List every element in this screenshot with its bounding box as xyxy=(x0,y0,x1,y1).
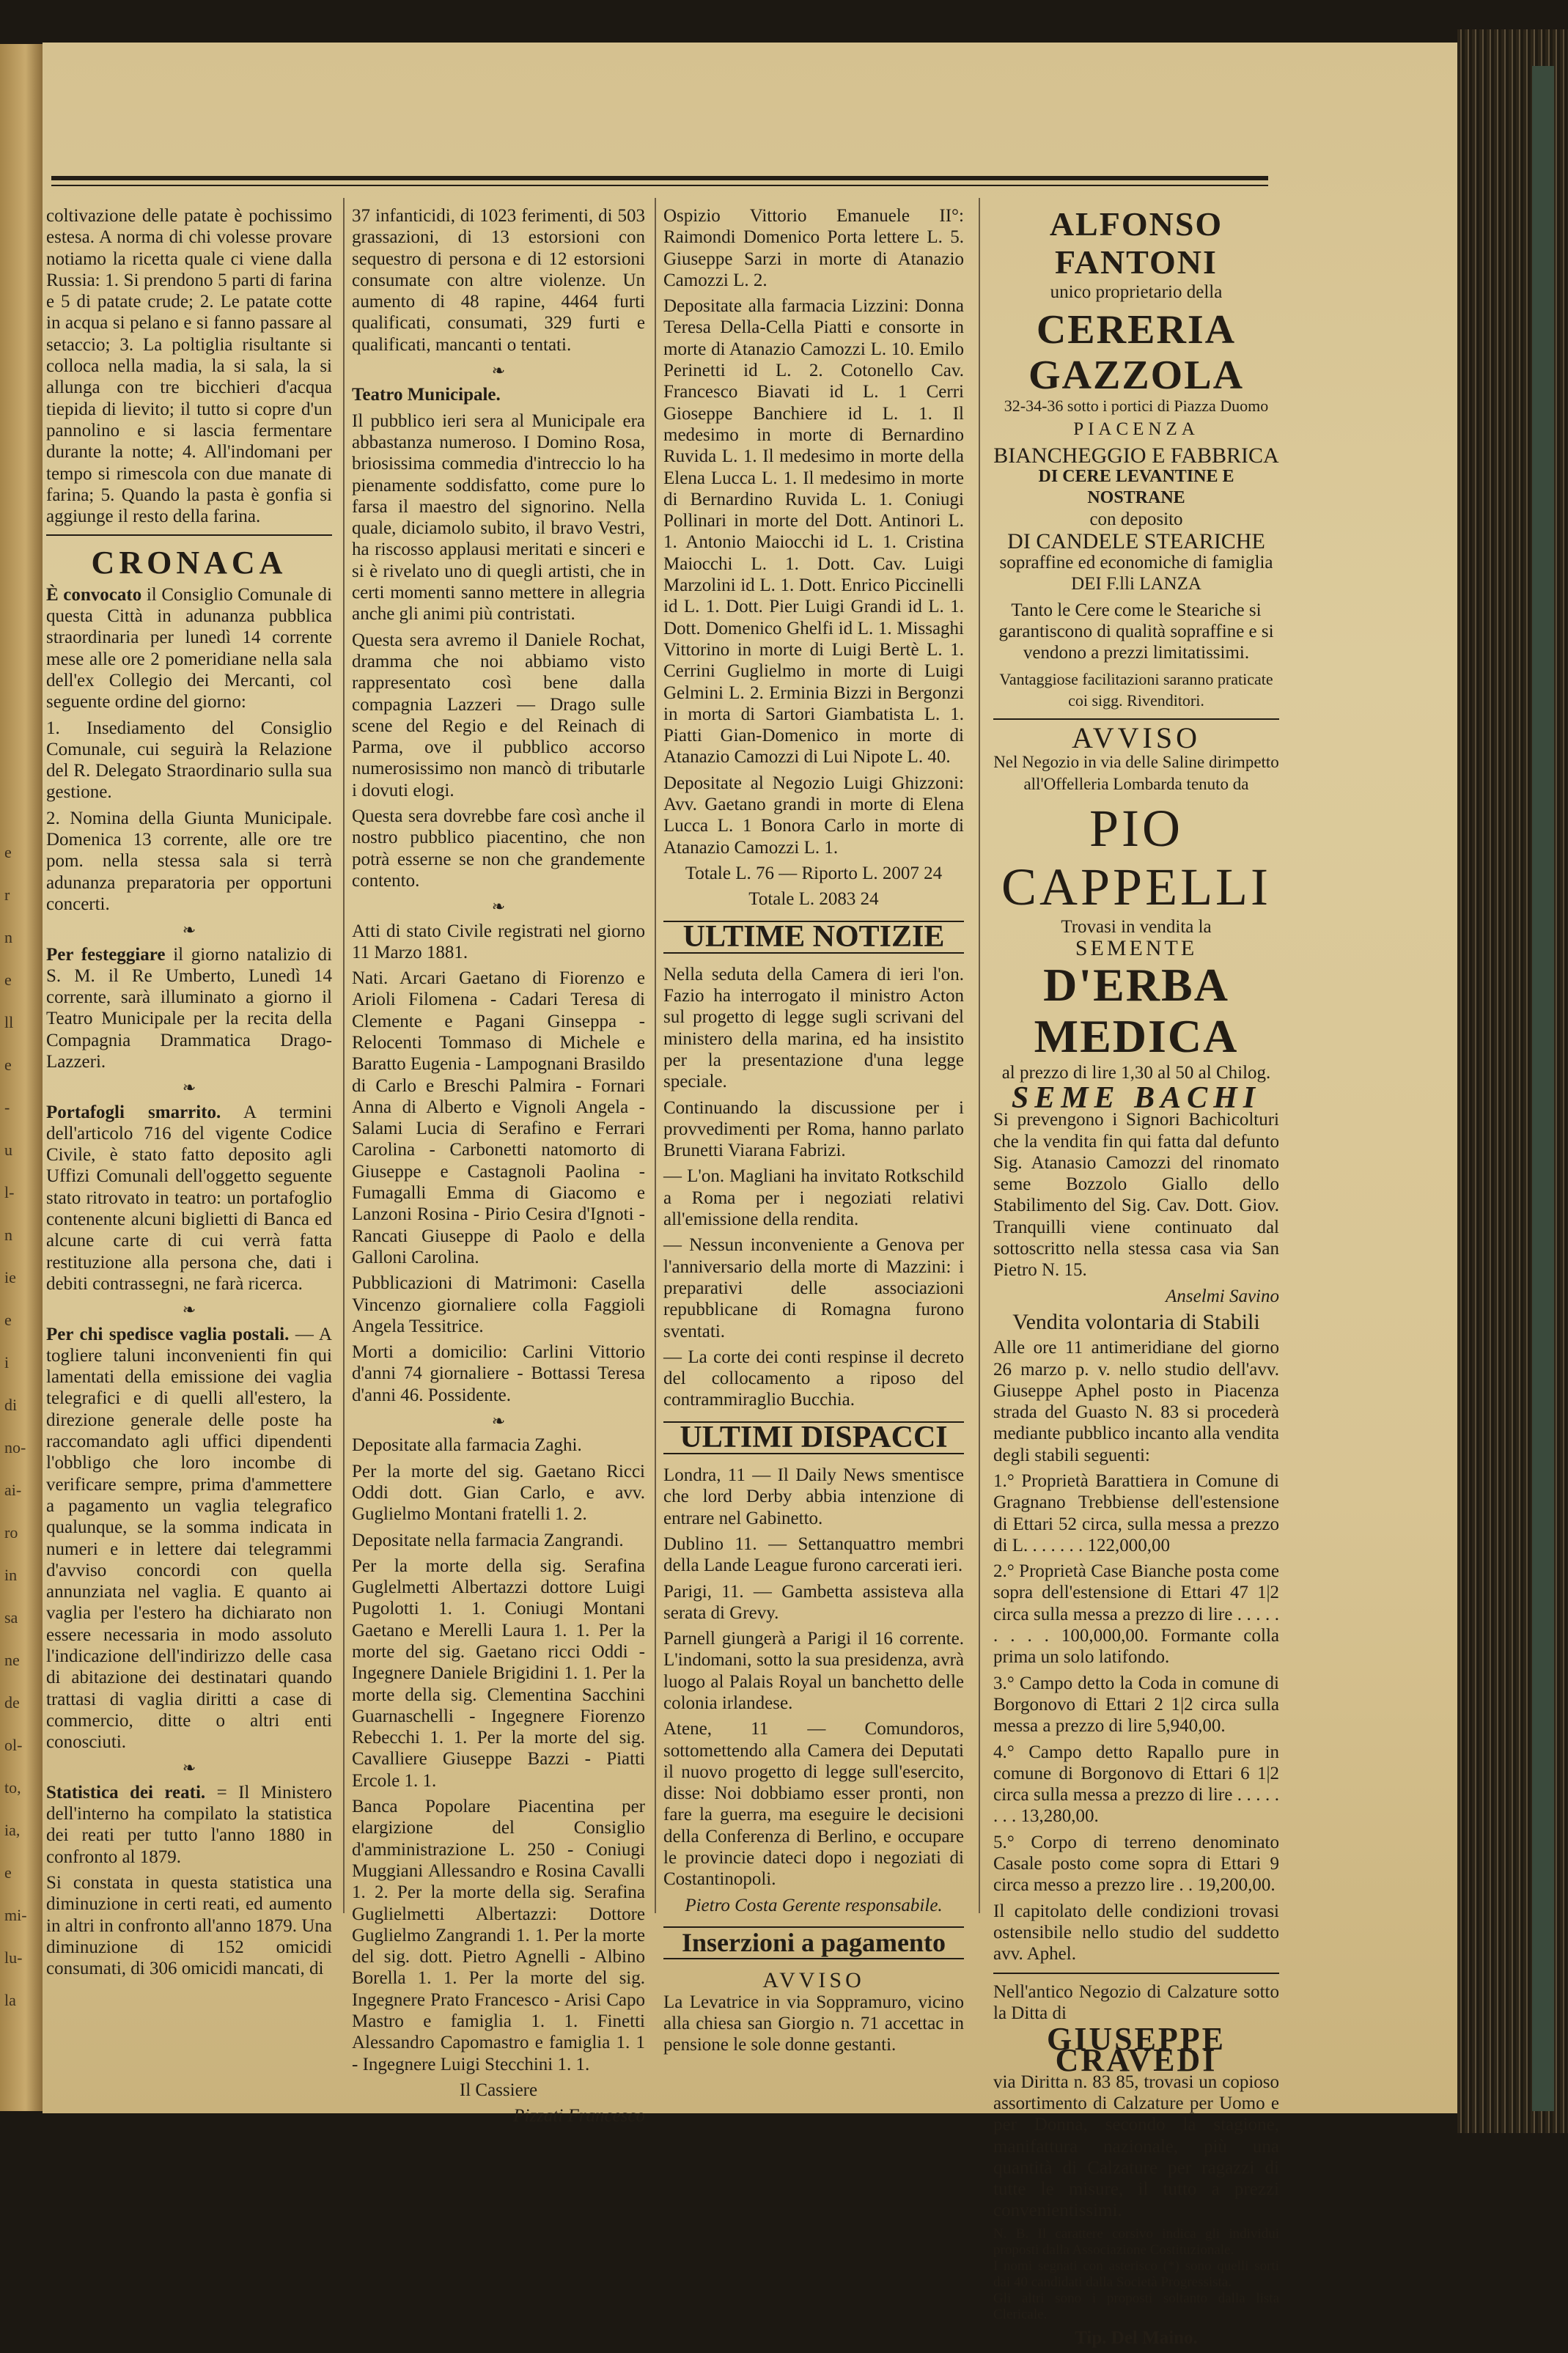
left-page-fragment: n xyxy=(4,928,12,946)
separator xyxy=(46,534,332,536)
left-page-fragment: e xyxy=(4,971,12,989)
vendita-heading: Vendita volontaria di Stabili xyxy=(1012,1309,1260,1334)
gerente-line: Pietro Costa Gerente responsabile. xyxy=(685,1895,943,1915)
convocato-text: il Consiglio Comunale di questa Città in adunanza pubblica straordinaria per lunedì 14 corrente mese alle ore 2 pomeridiane nella sala dell'ex Collegio dei Mercanti, col seguente ordine del giorno: xyxy=(46,584,332,712)
feste-text: il giorno natalizio di S. M. il Re Umberto, Lunedì 14 corrente, sarà illuminato a giorno il Teatro Municipale per la recita della Compagnia Drammatica Drago-Lazzeri. xyxy=(46,944,332,1072)
sopraffine-line: sopraffine ed economiche di famiglia xyxy=(999,553,1273,573)
nati-text: Nati. Arcari Gaetano di Fiorenzo e Arioli Filomena - Cadari Teresa di Clemente e Pagani Ginseppa - Relocenti Tommaso di Michele e Baratto Eugenia - Lampognani Brasildo di Carlo e Breschi Palmira - Fornari Anna di Alberto e Vignoli Angela - Salami Lucia di Serafino e Ferrari Carolina - Carbonetti natomorto di Giuseppe e Castagnoli Paolina - Fumagalli Emma di Giacomo e Lanzoni Rosina - Pirio Cesira d'Ignoti - Rancati Giuseppe di Paolo e della Galloni Carolina. xyxy=(352,968,645,1267)
left-page-fragment: u xyxy=(4,1141,12,1159)
teatro-text-3: Questa sera dovrebbe fare così anche il nostro pubblico piacentino, che non potrà esserne se non che grandemente contento. xyxy=(352,806,645,891)
ornament-icon: ❧ xyxy=(182,1078,196,1097)
column-divider xyxy=(343,198,345,1913)
column-divider xyxy=(655,198,656,1913)
deposito-line: con deposito xyxy=(1089,509,1183,530)
portafogli-text: A termini dell'articolo 716 del vigente Codice Civile, è stato fatto deposito agli Uffizi Comunali dell'oggetto seguente stato ritrovato in teatro: un portafoglio contenente alcuni biglietti di Banca ed alcune carte di cui verrà fatta restituzione alla persona che, dati i debiti contrassegni, ne farà ricerca. xyxy=(46,1102,332,1294)
left-page-fragment: e xyxy=(4,1311,12,1329)
lizzini-text: Depositate alla farmacia Lizzini: Donna Teresa Della-Cella Piatti e consorte in morte di Atanazio Camozzi L. 10. Emilo Perinetti id L. 2. Cotonello Cav. Francesco Biavati id L. 1 Cerri Gioseppe Banchiere id L. 1. Il medesimo in morte di Bernardino Ruvida L. 1. Il medesimo in morte della Elena Lucca L. 1. Il medesimo in morte di Bernardino Ruvida L. 1. Coniugi Pollinari in morte del Dott. Antinori L. 1. Antonio Maiocchi id L. 1. Cristina Maiocchi L. 1. Dott. Cav. Luigi Marzolini id L. 1. Dott. Enrico Piccinelli id L. 1. Dott. Pier Luigi Grandi id L. 1. Dott. Domenico Ghelfi id L. 1. Missaghi Vittorino in morte di Luigi Bertè L. 1. Cerrini Guglielmo in morte di Luigi Gelmini L. 2. Erminia Bizzi in Bergonzi in morta di Sartori Giambatista L. 1. Piatti Gian-Domenico in morte di Atanazio Camozzi di Lui Nipote L. 40. xyxy=(663,296,964,767)
nb-line-2: I nomi segnati con asterisco (*) sono quelli sorti dai 40 candidati dalla Società Progressista. xyxy=(993,2258,1279,2290)
teatro-header: Teatro Municipale. xyxy=(352,385,501,405)
ghizzoni-text: Depositate al Negozio Luigi Ghizzoni: Avv. Gaetano grandi in morte di Elena Lucca L. 1 Bonora Carlo in morte di Atanazio Camozzi L. 1. xyxy=(663,773,964,858)
vendita-item: 1.° Proprietà Barattiera in Comune di Gragnano Trebbiense dell'estensione di Ettari 52 circa, sulla messa a prezzo di L. . . . . . . 122,000,00 xyxy=(993,1470,1279,1555)
vendita-text: Alle ore 11 antimeridiane del giorno 26 marzo p. v. nello studio dell'avv. Giuseppe Aphel posto in Piacenza strada del Guasto N. 83 si procederà mediante pubblico incanto alla vendita degli stabili seguenti: xyxy=(993,1338,1279,1465)
convocato-item-1: 1. Insediamento del Consiglio Comunale, cui seguirà la Relazione del R. Delegato Straordinario sulla sua gestione. xyxy=(46,718,332,803)
ultime-notizie-heading: ULTIME NOTIZIE xyxy=(663,921,964,954)
top-rule-thin xyxy=(51,185,1268,186)
column-divider xyxy=(979,198,980,1913)
ultime-item: — Nessun inconveniente a Genova per l'anniversario della morte di Mazzini: i preparativi delle associazioni repubblicane di Romagna furono sventati. xyxy=(663,1235,964,1341)
avviso-heading: AVVISO xyxy=(762,1968,865,1993)
convocato-header: È convocato xyxy=(46,584,142,605)
cassiere-label: Il Cassiere xyxy=(459,2080,538,2100)
vendita-item: 2.° Proprietà Case Bianche posta come sopra dell'estensione di Ettari 47 1|2 circa sulla messa a prezzo di lire . . . . . . . . . 100,000,00. Formante colla prima un solo latifondo. xyxy=(993,1561,1279,1668)
zaghi-header: Depositate alla farmacia Zaghi. xyxy=(352,1435,582,1456)
column-4 xyxy=(993,205,1279,2353)
left-page-fragment: lu- xyxy=(4,1948,23,1967)
dispaccio-item: Dublino 11. — Settanquattro membri della Lande League furono carcerati ieri. xyxy=(663,1533,964,1576)
dispaccio-item: Atene, 11 — Comundoros, sottomettendo alla Camera dei Deputati il nuovo progetto di legge sull'esercito, disse: Noi dobbiamo esser pronti, non fare la guerra, ma eseguire le decisioni della Conferenza di Berlino, e occupare le provincie dateci dopo i negoziati di Costantinopoli. xyxy=(663,1719,964,1890)
top-rule xyxy=(51,176,1268,180)
left-page-fragment: ia, xyxy=(4,1821,21,1839)
ornament-icon: ❧ xyxy=(491,1412,506,1431)
zangrandi-text: Per la morte della sig. Serafina Guglelmetti Albertazzi dottore Luigi Pugolotti 1. 1. Coniugi Montani Gaetano e Merelli Laura 1. 1. Per la morte del sig. Gaetano ricci Oddi - Ingegnere Daniele Brigidini 1. 1. Per la morte della sig. Clementina Sacchini Guarnaschelli - Ingegnere Fiorenzo Rebecchi 1. 1. Per la morte del sig. Cavalliere Giuseppe Bazzi - Piatti Ercole 1. 1. xyxy=(352,1555,645,1791)
left-page-edge xyxy=(0,44,43,2111)
bianch-line: BIANCHEGGIO E FABBRICA xyxy=(993,443,1279,468)
left-page-fragment: di xyxy=(4,1396,18,1414)
feste-header: Per festeggiare xyxy=(46,944,166,965)
left-page-fragment: la xyxy=(4,1991,16,2009)
ultime-item: — La corte dei conti respinse il decreto del collocamento a riposo del contrammiraglio Bucchia. xyxy=(663,1347,964,1410)
erba-heading: D'ERBA MEDICA xyxy=(1034,958,1239,1062)
vendita-item: 4.° Campo detto Rapallo pure in comune di Borgonovo di Ettari 6 1|2 circa sulla messa a prezzo di lire . . . . . . . . 13,280,00. xyxy=(993,1742,1279,1827)
separator xyxy=(993,718,1279,720)
column-2 xyxy=(352,205,645,2132)
feste-article xyxy=(46,944,332,1073)
zangrandi-header: Depositate nella farmacia Zangrandi. xyxy=(352,1530,624,1550)
proprietario-line: unico proprietario della xyxy=(1050,282,1223,302)
ornament-icon: ❧ xyxy=(182,1759,196,1778)
zaghi-text: Per la morte del sig. Gaetano Ricci Oddi dott. Gian Carlo, e avv. Guglielmo Montani fratelli 1. 2. xyxy=(352,1461,645,1525)
portafogli-article xyxy=(46,1102,332,1295)
left-page-fragment: l- xyxy=(4,1183,15,1201)
column-1 xyxy=(46,205,332,1984)
tanto-text: Tanto le Cere come le Steariche si garantiscono di qualità sopraffine e si vendono a prezzi limitatissimi. xyxy=(998,600,1274,663)
vaglia-article xyxy=(46,1324,332,1753)
atti-header: Atti di stato Civile registrati nel giorno 11 Marzo 1881. xyxy=(352,921,645,962)
left-page-fragment: r xyxy=(4,885,10,904)
cere-line: DI CERE LEVANTINE E NOSTRANE xyxy=(1038,466,1234,508)
ultime-item: Nella seduta della Camera di ieri l'on. Fazio ha interrogato il ministro Acton sul progetto di legge sugli scrivani del ministero della marina, ed ha insistito per la presentazione d'una legge speciale. xyxy=(663,964,964,1092)
teatro-text: Il pubblico ieri sera al Municipale era abbastanza numeroso. I Domino Rosa, briosissima commedia d'intreccio lo ha pienamente soddisfatto, come pure lo farsa il maestro del signorino. Nella quale, diciamolo subito, il bravo Vestri, ha riscosso applausi meritati e sinceri e si è rivelato uno di quegli artisti, che in certi momenti sanno mettere in allegria anche gli animi più contristati. xyxy=(352,410,645,625)
avviso-heading: AVVISO xyxy=(1072,721,1201,755)
lanza-line: DEI F.lli LANZA xyxy=(1071,574,1201,594)
vantaggiose-text: Vantaggiose facilitazioni saranno praticate coi sigg. Rivenditori. xyxy=(999,669,1273,710)
levatrice-text: La Levatrice in via Soppramuro, vicino alla chiesa san Giorgio n. 71 accettac in pensione le sole donne gestanti. xyxy=(663,1992,964,2055)
statistica-text: = Il Ministero dell'interno ha compilato la statistica dei reati per tutto l'anno 1880 in confronto al 1879. xyxy=(46,1782,332,1867)
left-page-fragment: e xyxy=(4,1863,12,1882)
left-page-fragment: ro xyxy=(4,1523,18,1542)
left-page-fragment: ll xyxy=(4,1013,14,1031)
ospizio-text: Ospizio Vittorio Emanuele II°: Raimondi Domenico Porta lettere L. 5. Giuseppe Sarzi in morte di Atanazio Camozzi L. 2. xyxy=(663,206,964,290)
nb-line-1: N. B. Il carattere corsivo indica gli individui proposti dalla Associazione Costituzionale. xyxy=(993,2225,1279,2258)
ultime-item: Continuando la discussione per i provvedimenti per Roma, hanno parlato Brunetti Viarana Fabrizi. xyxy=(663,1097,964,1161)
left-page-fragment: sa xyxy=(4,1608,18,1627)
statistica-continued: 37 infanticidi, di 1023 ferimenti, di 503 grassazioni, di 13 estorsioni con sequestro di persona e di 12 estorsioni consumate con altre violenze. Un aumento di 48 rapine, 4464 furti qualificati, consumati, 329 furti e qualificati, mancanti o tentati. xyxy=(352,206,645,355)
ornament-icon: ❧ xyxy=(182,921,196,940)
pubblicazioni-text: Pubblicazioni di Matrimoni: Casella Vincenzo giornaliere colla Faggioli Angela Tessitrice. xyxy=(352,1273,645,1336)
dispaccio-item: Parigi, 11. — Gambetta assisteva alla serata di Grevy. xyxy=(663,1581,964,1623)
left-page-fragment: ie xyxy=(4,1268,16,1286)
seme-text: Si prevengono i Signori Bachicolturi che la vendita fin qui fatta dal defunto Sig. Atanasio Camozzi del rinomato seme Bozzolo Giallo dello Stabilimento del Sig. Cav. Dott. Giov. Tranquilli viene continuato dal sottoscritto nella stessa casa via San Pietro N. 15. xyxy=(993,1110,1279,1281)
statistica-article xyxy=(46,1782,332,1868)
banca-text: Banca Popolare Piacentina per elargizione del Consiglio d'amministrazione L. 250 - Coniugi Muggiani Allessandro e Rosina Cavalli 1. 2. Per la morte della sig. Serafina Guglielmetti Albertazzi: Dottore Guglielmo Zangrandi 1. 1. Per la morte del sig. dott. Pietro Agnelli - Albino Borella 1. 1. Per la morte del sig. Ingegnere Prato Francesco - Arisi Capo Mastro e famiglia 1. 1. Finetti Alessandro Capomastro e famiglia 1. 1 - Ingegnere Luigi Stecchini 1. 1. xyxy=(352,1797,645,2074)
intro-text: coltivazione delle patate è pochissimo estesa. A norma di chi volesse provare notiamo la ricetta quale ci viene dalla Russia: 1. Si prendono 5 parti di farina e 5 di patate crude; 2. Le patate cotte in acqua si pelano e si fanno passare al setaccio; 3. La poltiglia risultante si colloca nella madia, la si sala, la si allunga con tre bicchieri d'acqua tiepida di lievito; il tutto si copre d'un pannolino e si lascia fermentare durante la notte; 4. All'indomani per tempo si rimescola con due manate di farina; 5. Quando la pasta è gonfia si aggiunge il resto della farina. xyxy=(46,206,332,527)
left-page-fragment: - xyxy=(4,1098,10,1116)
left-page-fragment: ai- xyxy=(4,1481,22,1499)
column-3 xyxy=(663,205,964,2060)
left-page-fragment: in xyxy=(4,1566,18,1584)
left-page-fragment: e xyxy=(4,843,12,861)
morti-text: Morti a domicilio: Carlini Vittorio d'anni 74 giornaliere - Bottassi Teresa d'anni 46. Possidente. xyxy=(352,1342,645,1405)
left-page-fragment: no- xyxy=(4,1438,26,1457)
piacenza-line: PIACENZA xyxy=(1073,419,1199,440)
left-page-fragment: de xyxy=(4,1693,20,1712)
seme-heading: SEME BACHI xyxy=(1011,1080,1262,1115)
ornament-icon: ❧ xyxy=(491,361,506,380)
ultimi-dispacci-heading: ULTIMI DISPACCI xyxy=(663,1421,964,1454)
nb-line-3: Gli altri sono i proposti soltanto dalla lista Clericale. xyxy=(993,2290,1279,2322)
capitolato-text: Il capitolato delle condizioni trovasi ostensibile nello studio del suddetto avv. Aphel. xyxy=(993,1901,1279,1964)
candele-line: DI CANDELE STEARICHE xyxy=(1007,529,1265,553)
totale-line-2: Totale L. 2083 24 xyxy=(748,889,879,910)
inserzioni-heading: Inserzioni a pagamento xyxy=(663,1926,964,1959)
prezzo-line: al prezzo di lire 1,30 al 50 al Chilog. xyxy=(1001,1062,1271,1083)
cronaca-heading: CRONACA xyxy=(91,545,287,581)
semente-line: SEMENTE xyxy=(1075,936,1198,961)
savino-signature: Anselmi Savino xyxy=(1166,1286,1279,1306)
spine-bar xyxy=(1532,66,1554,2111)
totale-line: Totale L. 76 — Riporto L. 2007 24 xyxy=(685,863,943,883)
left-page-fragment: i xyxy=(4,1353,10,1371)
statistica-header: Statistica dei reati. xyxy=(46,1782,206,1803)
cappelli-heading: PIO CAPPELLI xyxy=(1001,799,1272,917)
convocato-item-2: 2. Nomina della Giunta Municipale. Domenica 13 corrente, alle ore tre pom. nella stessa sala si terrà adunanza preparatoria per opportuni concerti. xyxy=(46,808,332,914)
negozio-text: Nel Negozio in via delle Saline dirimpetto all'Offelleria Lombarda tenuto da xyxy=(993,753,1279,793)
left-page-fragment: to, xyxy=(4,1778,21,1797)
teatro-text-2: Questa sera avremo il Daniele Rochat, dramma che noi abbiamo visto rappresentato così bene dalla compagnia Lazzeri — Drago sulle scene del Regio e del Reinach di Parma, ove il pubblico accorso numerosissimo non mancò di tributarle i dovuti elogi. xyxy=(352,630,645,800)
left-page-fragment: mi- xyxy=(4,1906,27,1924)
tipografia-line: Tip. Del Maino. xyxy=(1075,2327,1198,2348)
trovasi-line: Trovasi in vendita la xyxy=(1061,917,1212,938)
cravedi-text: via Diritta n. 83 85, trovasi un copioso assortimento di Calzature per Uomo e per Donna, secondo la stagione, manifattura nazionale, più una quantità di Calzature per ragazzi di tutte le misure, il tutto a prezzi convenientissimi. xyxy=(993,2072,1279,2221)
ultime-item: — L'on. Magliani ha invitato Rotkschild a Roma per i negoziati relativi all'emissione della rendita. xyxy=(663,1166,964,1230)
vendita-item: 3.° Campo detto la Coda in comune di Borgonovo di Ettari 2 1|2 circa sulla messa a prezzo di lire 5,940,00. xyxy=(993,1673,1279,1737)
convocato-article xyxy=(46,584,332,713)
cereria-heading: CERERIA GAZZOLA xyxy=(1028,307,1245,399)
fantoni-heading: ALFONSO FANTONI xyxy=(1049,205,1223,281)
cassiere-name: Pizzati Francesco xyxy=(513,2106,645,2126)
dispaccio-item: Parnell giungerà a Parigi il 16 corrente. L'indomani, sotto la sua presidenza, avrà luogo al Palais Royal un banchetto delle colonia irlandese. xyxy=(663,1629,964,1713)
left-page-fragment: n xyxy=(4,1226,12,1244)
calzature-intro: Nell'antico Negozio di Calzature sotto la Ditta di xyxy=(993,1981,1279,2023)
vaglia-text: — A togliere taluni inconvenienti fin qui lamentati della emissione dei vaglia telegrafici e di quelli all'estero, la direzione generale delle poste ha raccomandato agli uffici dipendenti l'obbligo che loro incombe di verificare sempre, prima d'ammettere a pagamento un vaglia telegrafico qualunque, se la somma indicata in numeri e in lettere dai telegrammi d'avviso concordi con quella annunziata nel vaglia. E quanto ai vaglia per l'estero ha dichiarato non essere necessaria in modo assoluto l'indicazione dell'indirizzo delle casa di abitazione dei destinatari quando trattasi di vaglia diritti a case di commercio, ditte o altri enti conosciuti. xyxy=(46,1324,332,1753)
ornament-icon: ❧ xyxy=(491,897,506,916)
portafogli-header: Portafogli smarrito. xyxy=(46,1102,221,1122)
vaglia-header: Per chi spedisce vaglia postali. xyxy=(46,1324,290,1344)
left-page-fragment: ne xyxy=(4,1651,20,1669)
separator xyxy=(993,1973,1279,1974)
dispaccio-item: Londra, 11 — Il Daily News smentisce che lord Derby abbia intenzione di entrare nel Gabinetto. xyxy=(663,1465,964,1528)
ornament-icon: ❧ xyxy=(182,1300,196,1319)
vendita-item: 5.° Corpo di terreno denominato Casale posto come sopra di Ettari 9 circa messo a prezzo lire . . 19,200,00. xyxy=(993,1832,1279,1896)
left-page-fragment: ol- xyxy=(4,1736,23,1754)
cravedi-heading: GIUSEPPE CRAVEDI xyxy=(1046,2021,1226,2079)
left-page-fragment: e xyxy=(4,1056,12,1074)
address-line: 32-34-36 sotto i portici di Piazza Duomo xyxy=(1004,397,1269,416)
statistica-text-2: Si constata in questa statistica una diminuzione in certi reati, ed aumento in altri in confronto all'anno 1879. Una diminuzione di 152 omicidi consumati, di 306 omicidi mancati, di xyxy=(46,1872,332,1979)
